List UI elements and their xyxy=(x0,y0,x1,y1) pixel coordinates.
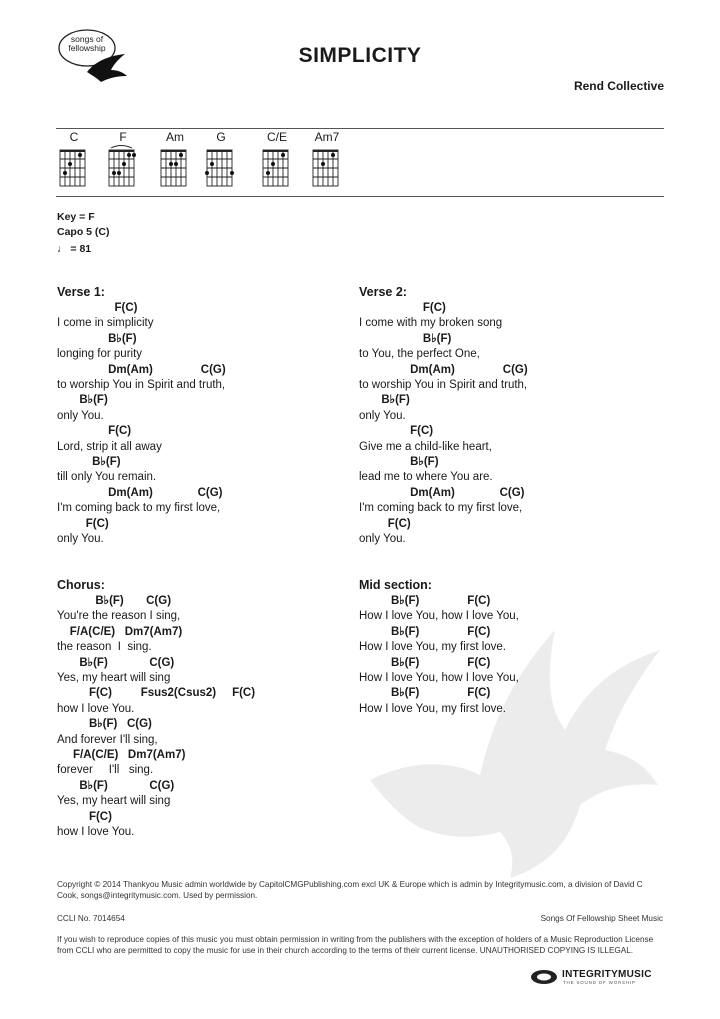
chord-line: F(C) xyxy=(359,517,411,530)
chord-line: Dm(Am) C(G) xyxy=(57,363,226,376)
logo-text-line2: fellowship xyxy=(68,43,106,53)
chord-line: B♭(F) xyxy=(57,394,108,407)
lyric-line: And forever I'll sing, xyxy=(57,733,158,746)
chord-diagram-label: G xyxy=(216,130,226,144)
top-divider xyxy=(56,128,664,129)
lyric-line: how I love You. xyxy=(57,826,135,839)
lyric-line: Yes, my heart will sing xyxy=(57,795,171,808)
lyric-line: I'm coming back to my first love, xyxy=(57,502,221,515)
chord-line: B♭(F) xyxy=(359,456,439,469)
chord-line: F(C) xyxy=(359,302,446,314)
chord-line: F/A(C/E) Dm7(Am7) xyxy=(57,625,183,638)
chord-line: F(C) xyxy=(57,517,109,530)
chord-line: B♭(F) C(G) xyxy=(57,718,152,731)
section-title: Chorus: xyxy=(57,578,105,592)
section-title: Mid section: xyxy=(359,578,432,592)
ccli-number: CCLI No. 7014654 xyxy=(57,914,125,923)
chord-diagram-label: C xyxy=(69,130,79,144)
tempo: ♩ = 81 xyxy=(57,243,92,255)
copyright-notice: Copyright © 2014 Thankyou Music admin worldwide by CapitolCMGPublishing.com excl UK & Europe which is admin by Integritymusic.com, a division of David C Cook, songs@integritymusic.com. Used by permission. xyxy=(57,880,643,900)
chord-line: B♭(F) C(G) xyxy=(57,779,175,792)
chord-line: B♭(F) F(C) xyxy=(359,656,491,669)
lyric-line: only You. xyxy=(57,533,104,546)
chord-line: F(C) xyxy=(57,810,112,823)
chord-diagram-label: Am xyxy=(166,130,184,144)
chord-line: Dm(Am) C(G) xyxy=(359,486,525,499)
chord-diagram-label: C/E xyxy=(266,130,287,144)
chord-diagram-g xyxy=(204,130,238,193)
chord-line: F/A(C/E) Dm7(Am7) xyxy=(57,749,186,762)
section-lines xyxy=(359,301,659,548)
chord-line: B♭(F) xyxy=(359,332,452,345)
lyric-line: Yes, my heart will sing xyxy=(57,672,171,685)
section-lines xyxy=(359,594,659,717)
chord-line: F(C) Fsus2(Csus2) F(C) xyxy=(57,687,256,700)
chord-line: B♭(F) F(C) xyxy=(359,595,491,607)
publication-name: Songs Of Fellowship Sheet Music xyxy=(540,914,663,923)
section-chorus xyxy=(57,577,357,841)
chord-line: B♭(F) C(G) xyxy=(57,656,175,669)
lyric-line: to worship You in Spirit and truth, xyxy=(57,379,226,392)
lyric-line: till only You remain. xyxy=(57,471,157,484)
chord-line: F(C) xyxy=(359,425,434,438)
chord-diagram-c xyxy=(57,130,91,193)
chord-line: B♭(F) xyxy=(359,394,410,407)
lyric-line: I come with my broken song xyxy=(359,317,503,330)
logo-text-line1: songs of xyxy=(70,34,104,44)
capo-setting: Capo 5 (C) xyxy=(57,226,110,238)
chord-line: B♭(F) xyxy=(57,456,121,469)
lyric-line: only You. xyxy=(359,409,406,422)
chord-line: F(C) xyxy=(57,425,132,438)
chord-diagram-label: F xyxy=(119,130,127,144)
section-title: Verse 1: xyxy=(57,285,105,299)
lyric-line: How I love You, how I love You, xyxy=(359,672,519,685)
lyric-line: to You, the perfect One, xyxy=(359,348,480,361)
chord-line: B♭(F) F(C) xyxy=(359,625,491,638)
chord-diagram-am7 xyxy=(310,130,344,193)
lyric-line: the reason I sing. xyxy=(57,641,152,654)
lyric-line: longing for purity xyxy=(57,348,143,361)
chord-diagram-f xyxy=(106,130,140,193)
lyric-line: How I love You, my first love. xyxy=(359,641,507,654)
lyric-line: forever I'll sing. xyxy=(57,764,154,777)
section-lines xyxy=(57,594,357,841)
chord-diagram-c-over-e xyxy=(260,130,294,193)
integrity-music-brand: INTEGRITYMUSIC xyxy=(562,969,652,980)
section-mid xyxy=(359,577,659,717)
chord-line: Dm(Am) C(G) xyxy=(359,363,528,376)
integrity-music-tagline: THE SOUND OF WORSHIP xyxy=(563,980,636,985)
song-key: Key = F xyxy=(57,211,95,223)
lyric-line: only You. xyxy=(57,409,104,422)
section-verse-2 xyxy=(359,284,659,548)
chord-diagram-row xyxy=(54,130,354,192)
lyric-line: Lord, strip it all away xyxy=(57,440,162,453)
lyric-line: Give me a child-like heart, xyxy=(359,440,492,453)
song-title: SIMPLICITY xyxy=(298,44,422,67)
artist-name: Rend Collective xyxy=(573,79,664,93)
section-title: Verse 2: xyxy=(359,285,407,299)
chord-line: B♭(F) xyxy=(57,332,137,345)
license-notice: If you wish to reproduce copies of this music you must obtain permission in writing from the publishers with the exception of holders of a Music Reproduction License from CCLI who are permitted to copy the music for use in their church according to the terms of their current license. UNAUTHORISED COPYING IS ILLEGAL. xyxy=(57,935,654,955)
integrity-music-logo xyxy=(530,967,665,987)
chord-line: Dm(Am) C(G) xyxy=(57,486,223,499)
lyric-line: You're the reason I sing, xyxy=(57,610,181,623)
integrity-music-mark xyxy=(530,969,558,985)
lyric-line: how I love You. xyxy=(57,702,135,715)
section-lines xyxy=(57,301,357,548)
chord-diagram-am xyxy=(158,130,192,193)
chord-line: B♭(F) C(G) xyxy=(57,595,172,607)
section-verse-1 xyxy=(57,284,357,548)
lyric-line: I'm coming back to my first love, xyxy=(359,502,523,515)
lyric-line: lead me to where You are. xyxy=(359,471,493,484)
lyric-line: to worship You in Spirit and truth, xyxy=(359,379,528,392)
lyric-line: How I love You, how I love You, xyxy=(359,610,519,623)
chord-line: B♭(F) F(C) xyxy=(359,687,491,700)
chord-line: F(C) xyxy=(57,302,138,314)
lyric-line: only You. xyxy=(359,533,406,546)
lyric-line: I come in simplicity xyxy=(57,317,154,330)
bottom-divider xyxy=(56,196,664,197)
lyric-line: How I love You, my first love. xyxy=(359,702,507,715)
chord-diagram-label: Am7 xyxy=(314,130,340,144)
